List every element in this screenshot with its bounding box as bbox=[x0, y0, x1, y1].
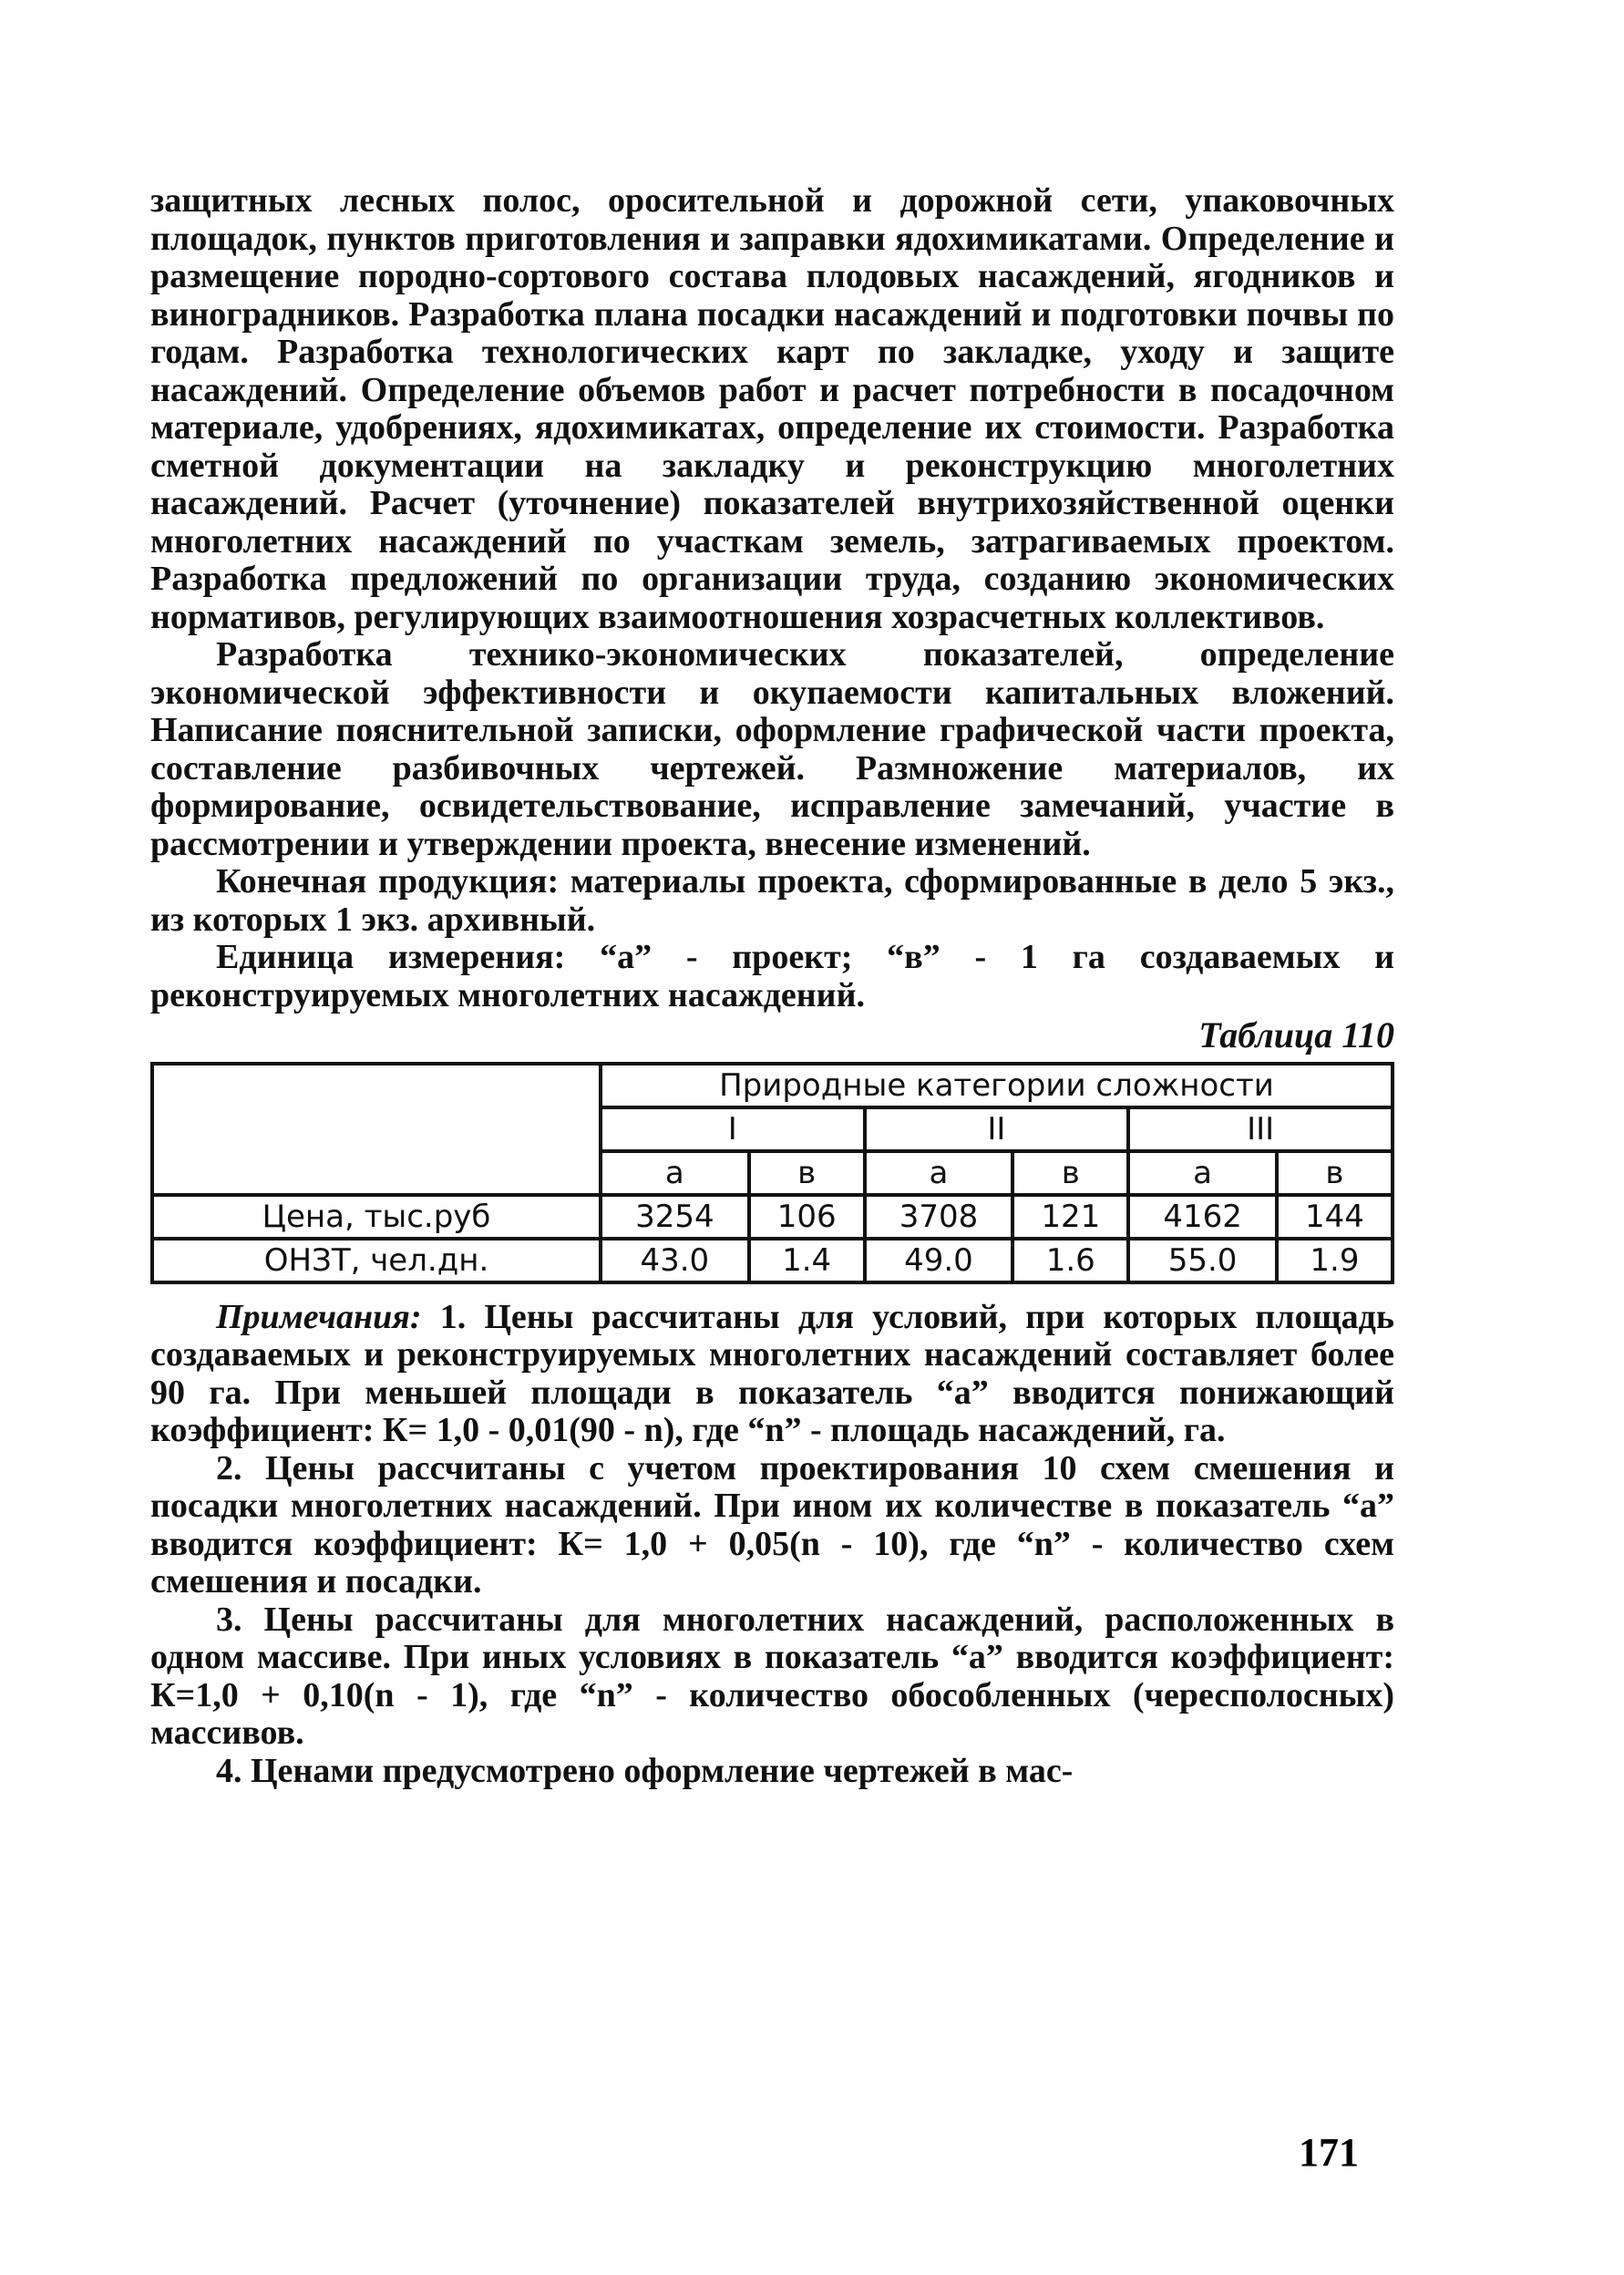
row-label: ОНЗТ, чел.дн. bbox=[152, 1239, 601, 1282]
paragraph-2: Разработка технико-экономических показателей, определение экономической эффективности и окупаемости капитальных вложений. Написание пояснительной записки, оформление графической части проекта, составление разбивочных чертежей. Размножение материалов, их формирование, освидетельствование, исправление замечаний, участие в рассмотрении и утверждении проекта, внесение изменений. bbox=[150, 635, 1394, 863]
category-header: II bbox=[865, 1107, 1129, 1151]
paragraph-3: Конечная продукция: материалы проекта, сформированные в дело 5 экз., из которых 1 экз. архивный. bbox=[150, 862, 1394, 939]
category-header: III bbox=[1128, 1107, 1393, 1151]
table-cell: 1.4 bbox=[749, 1239, 865, 1282]
page-number: 171 bbox=[1299, 2130, 1359, 2175]
table-cell: 43.0 bbox=[601, 1239, 749, 1282]
table-row bbox=[152, 1239, 1393, 1282]
notes-label: Примечания: bbox=[216, 1297, 422, 1336]
table-corner-cell bbox=[152, 1064, 601, 1195]
table-cell: 1.9 bbox=[1277, 1239, 1393, 1282]
table-caption: Таблица 110 bbox=[1198, 1014, 1394, 1055]
note-1-text: 1. Цены рассчитаны для условий, при которых площадь создаваемых и реконструируемых многолетних насаждений составляет более 90 га. При меньшей площади в показатель “а” вводится понижающий коэффициент: К= 1,0 - 0,01(90 - n), где “n” - площадь насаждений, га. bbox=[150, 1297, 1394, 1449]
table-cell: 106 bbox=[749, 1195, 865, 1239]
price-table bbox=[150, 1062, 1394, 1284]
note-1 bbox=[150, 1299, 1394, 1450]
subheader-cell: а bbox=[601, 1151, 749, 1195]
row-label: Цена, тыс.руб bbox=[152, 1195, 601, 1239]
paragraph-4: Единица измерения: “а” - проект; “в” - 1 га создаваемых и реконструируемых многолетних насаждений. bbox=[150, 938, 1394, 1014]
table-cell: 1.6 bbox=[1012, 1239, 1128, 1282]
table-cell: 55.0 bbox=[1128, 1239, 1277, 1282]
subheader-cell: в bbox=[1012, 1151, 1128, 1195]
paragraph-1: защитных лесных полос, оросительной и дорожной сети, упаковочных площадок, пунктов приготовления и заправки ядохимикатами. Определение и размещение породно-сортового состава плодовых насаждений, ягодников и виноградников. Разработка плана посадки насаждений и подготовки почвы по годам. Разработка технологических карт по закладке, уходу и защите насаждений. Определение объемов работ и расчет потребности в посадочном материале, удобрениях, ядохимикатах, определение их стоимости. Разработка сметной документации на закладку и реконструкцию многолетних насаждений. Расчет (уточнение) показателей внутрихозяйственной оценки многолетних насаждений по участкам земель, затрагиваемых проектом. Разработка предложений по организации труда, созданию экономических нормативов, регулирующих взаимоотношения хозрасчетных коллективов. bbox=[150, 181, 1394, 636]
subheader-cell: в bbox=[1277, 1151, 1393, 1195]
note-4: 4. Ценами предусмотрено оформление чертежей в мас- bbox=[216, 1751, 1074, 1790]
table-group-header: Природные категории сложности bbox=[601, 1064, 1393, 1107]
table-cell: 3708 bbox=[865, 1195, 1013, 1239]
table-cell: 49.0 bbox=[865, 1239, 1013, 1282]
category-header: I bbox=[601, 1107, 865, 1151]
table-cell: 4162 bbox=[1128, 1195, 1277, 1239]
note-2: 2. Цены рассчитаны с учетом проектирования 10 схем смешения и посадки многолетних насаждений. При ином их количестве в показатель “а” вводится коэффициент: К= 1,0 + 0,05(n - 10), где “n” - количество схем смешения и посадки. bbox=[150, 1448, 1394, 1601]
table-row bbox=[152, 1195, 1393, 1239]
subheader-cell: а bbox=[1128, 1151, 1277, 1195]
subheader-cell: в bbox=[749, 1151, 865, 1195]
page-content bbox=[150, 182, 1394, 1790]
table-cell: 121 bbox=[1012, 1195, 1128, 1239]
table-cell: 3254 bbox=[601, 1195, 749, 1239]
subheader-cell: а bbox=[865, 1151, 1013, 1195]
table-cell: 144 bbox=[1277, 1195, 1393, 1239]
note-3: 3. Цены рассчитаны для многолетних насаждений, расположенных в одном массиве. При иных условиях в показатель “а” вводится коэффициент: К=1,0 + 0,10(n - 1), где “n” - количество обособленных (чересполосных) массивов. bbox=[150, 1600, 1394, 1752]
